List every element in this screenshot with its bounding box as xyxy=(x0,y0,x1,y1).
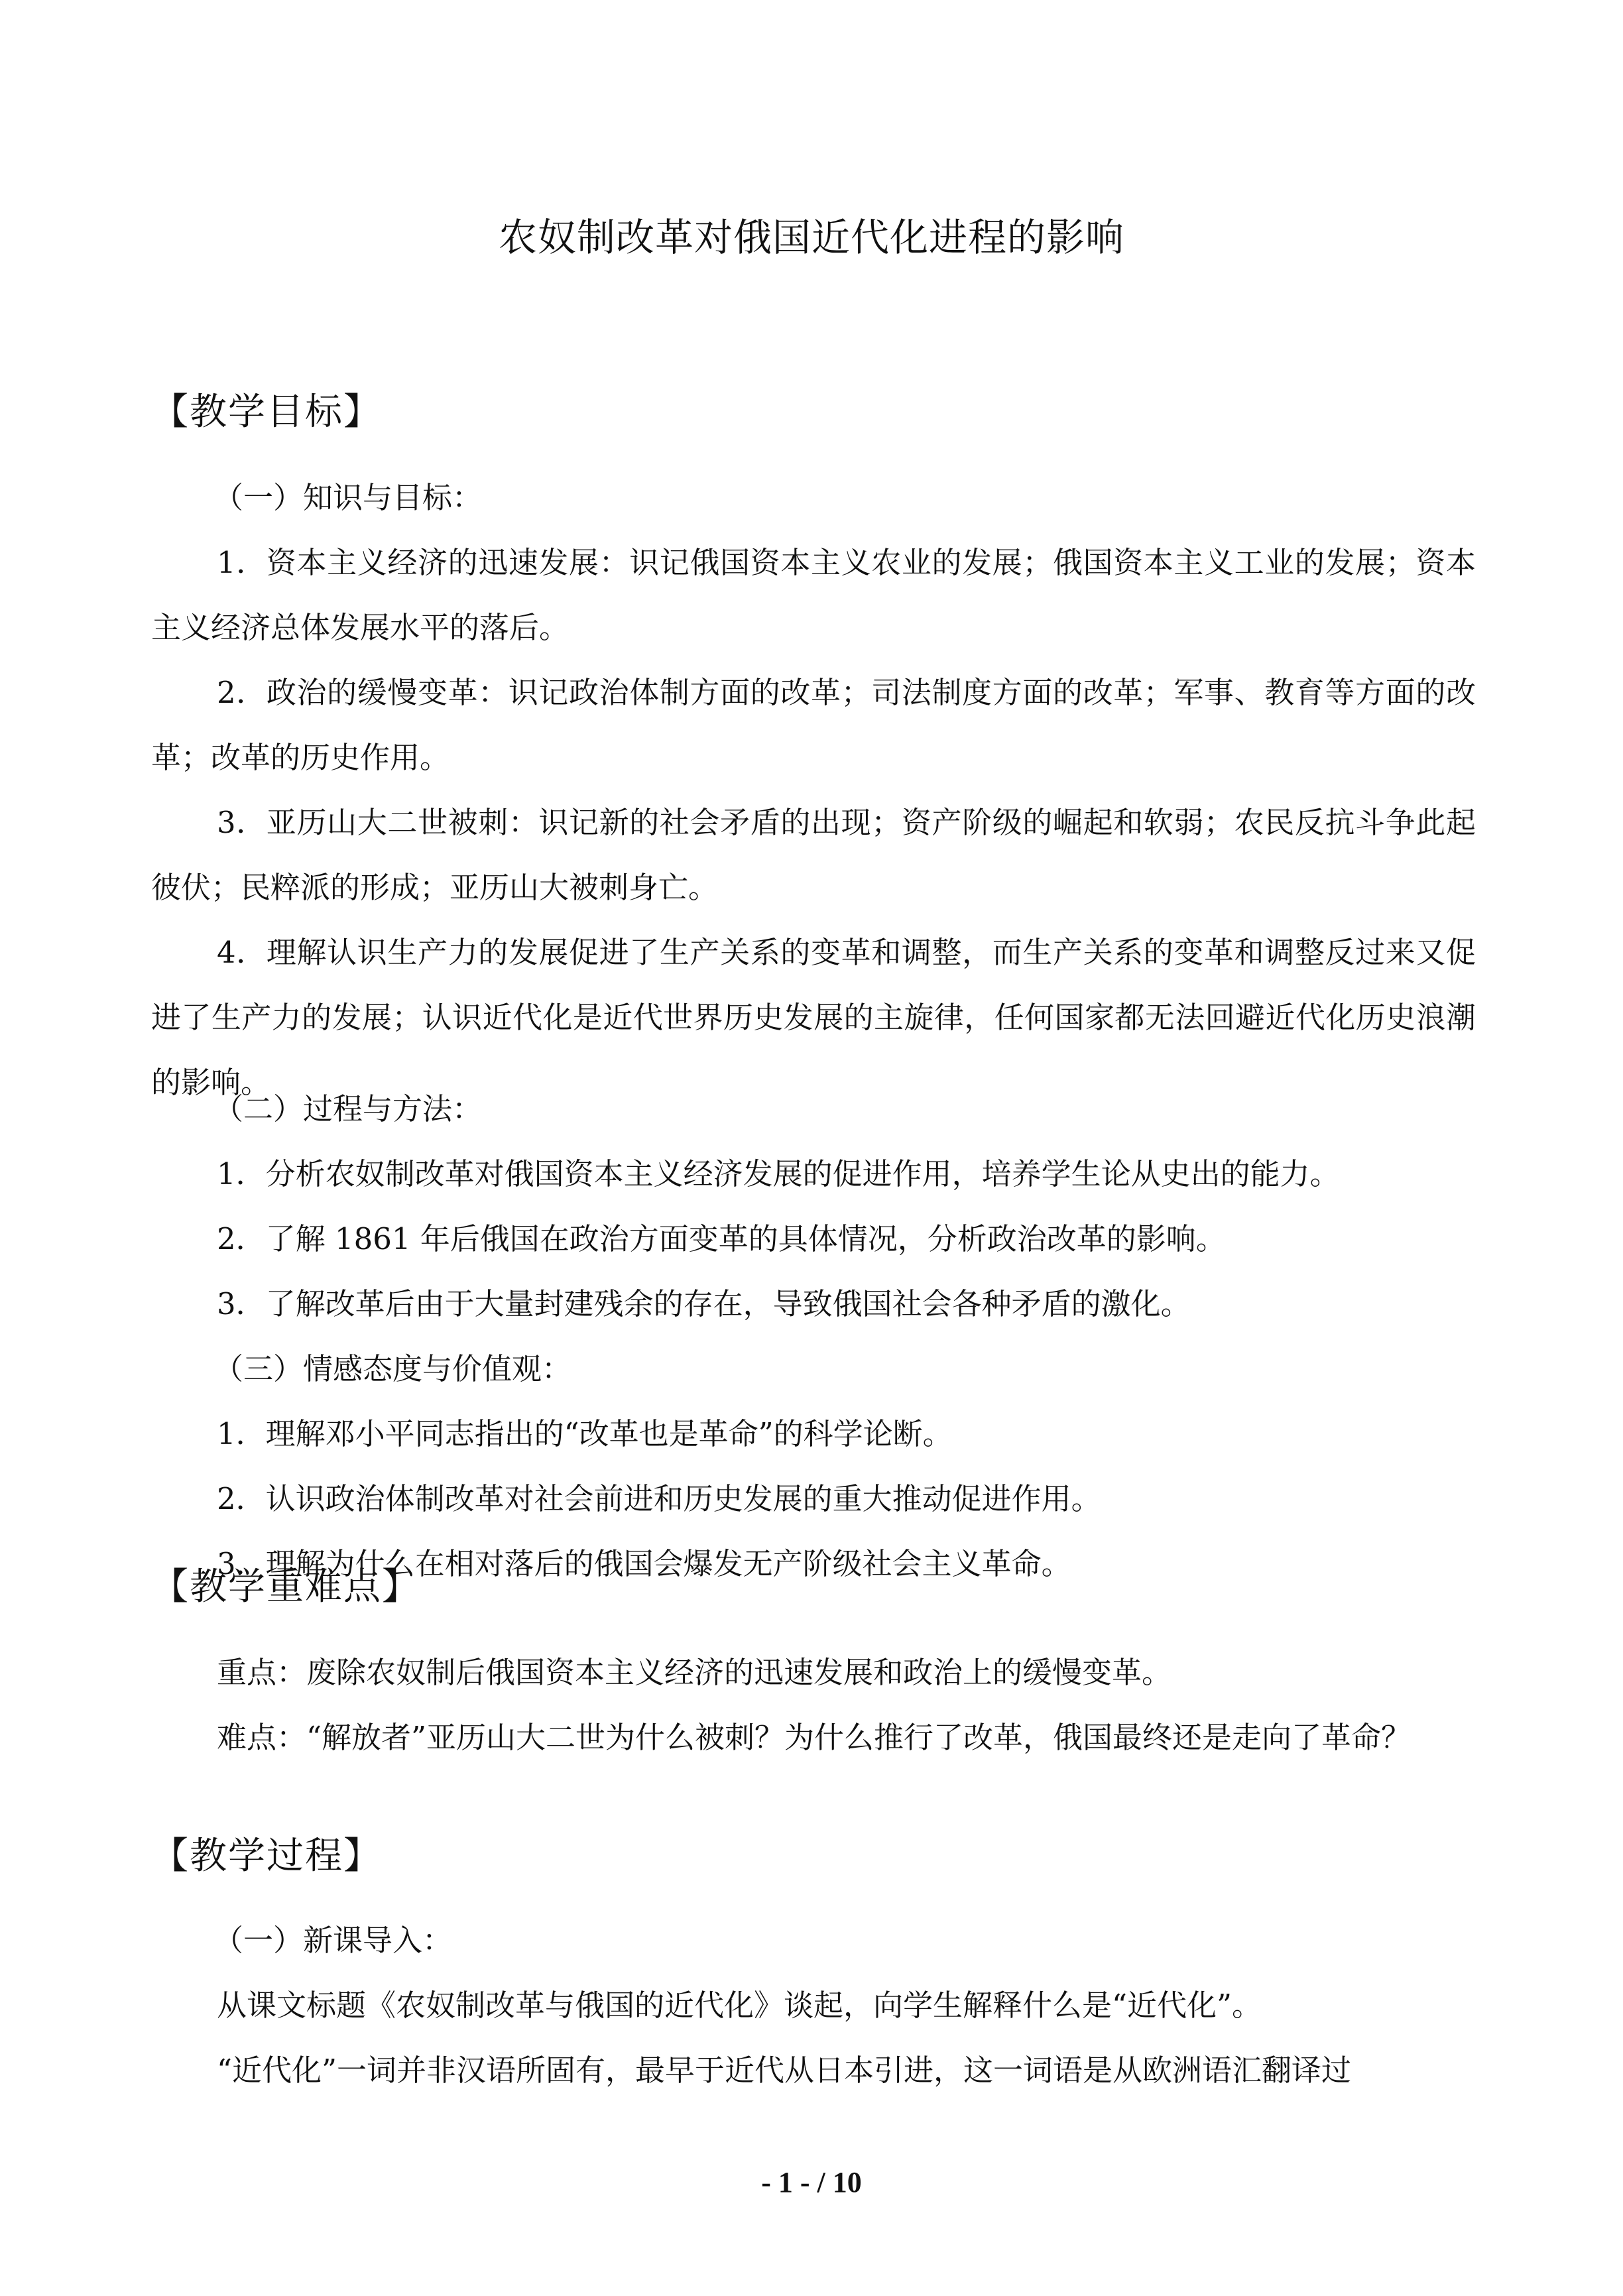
process-item-3: 3．了解改革后由于大量封建残余的存在，导致俄国社会各种矛盾的激化。 xyxy=(217,1286,1191,1321)
subsection-label-knowledge: （一）知识与目标： xyxy=(213,480,483,515)
goal-item-3: 3．亚历山大二世被刺：识记新的社会矛盾的出现；资产阶级的崛起和软弱；农民反抗斗争此起彼伏；民粹派的形成；亚历山大被刺身亡。 xyxy=(151,805,1476,905)
process-item-1: 1．分析农奴制改革对俄国资本主义经济发展的促进作用，培养学生论从史出的能力。 xyxy=(217,1156,1340,1191)
page-title: 农奴制改革对俄国近代化进程的影响 xyxy=(498,215,1124,260)
section-heading-goals: 【教学目标】 xyxy=(151,391,382,434)
process-paragraph-1: 从课文标题《农奴制改革与俄国的近代化》谈起，向学生解释什么是“近代化”。 xyxy=(217,1988,1262,2023)
key-point-difficulty: 难点：“解放者”亚历山大二世为什么被刺？为什么推行了改革，俄国最终还是走向了革命？ xyxy=(217,1720,1412,1755)
subsection-label-values: （三）情感态度与价值观： xyxy=(213,1351,572,1386)
subsection-label-intro: （一）新课导入： xyxy=(213,1923,453,1958)
goal-item-1: 1．资本主义经济的迅速发展：识记俄国资本主义农业的发展；俄国资本主义工业的发展；资本主义经济总体发展水平的落后。 xyxy=(151,545,1476,645)
section-heading-process: 【教学过程】 xyxy=(151,1835,382,1878)
process-item-2: 2．了解 1861 年后俄国在政治方面变革的具体情况，分析政治改革的影响。 xyxy=(217,1221,1226,1256)
goal-item-2: 2．政治的缓慢变革：识记政治体制方面的改革；司法制度方面的改革；军事、教育等方面的改革；改革的历史作用。 xyxy=(151,675,1476,775)
goal-item-4: 4．理解认识生产力的发展促进了生产关系的变革和调整，而生产关系的变革和调整反过来又促进了生产力的发展；认识近代化是近代世界历史发展的主旋律，任何国家都无法回避近代化历史浪潮的影响。 xyxy=(151,935,1476,1100)
process-paragraph-2: “近代化”一词并非汉语所固有，最早于近代从日本引进，这一词语是从欧洲语汇翻译过 xyxy=(217,2053,1352,2088)
key-point-focus: 重点：废除农奴制后俄国资本主义经济的迅速发展和政治上的缓慢变革。 xyxy=(217,1655,1172,1690)
section-heading-key-points: 【教学重难点】 xyxy=(151,1565,420,1608)
page-number: - 1 - / 10 xyxy=(761,2166,862,2199)
values-item-2: 2．认识政治体制改革对社会前进和历史发展的重大推动促进作用。 xyxy=(217,1481,1101,1516)
values-item-3: 3．理解为什么在相对落后的俄国会爆发无产阶级社会主义革命。 xyxy=(217,1546,1071,1581)
values-item-1: 1．理解邓小平同志指出的“改革也是革命”的科学论断。 xyxy=(217,1416,953,1451)
subsection-label-process: （二）过程与方法： xyxy=(213,1091,483,1126)
